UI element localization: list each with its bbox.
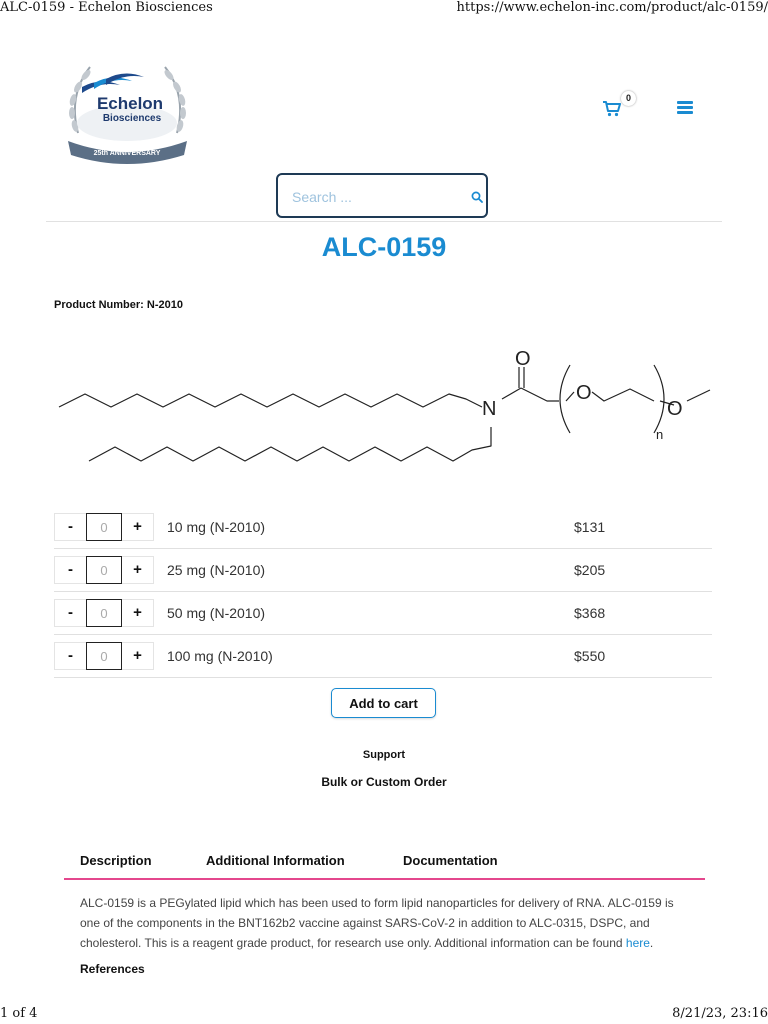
variant-name: 25 mg (N-2010) xyxy=(167,562,266,578)
product-number: Product Number: N-2010 xyxy=(54,299,183,311)
peg-unit-bonds xyxy=(566,392,574,401)
variant-row xyxy=(54,549,712,592)
upper-alkyl-chain xyxy=(59,394,482,407)
add-to-cart-button[interactable]: Add to cart xyxy=(331,688,436,718)
increase-quantity-button[interactable]: + xyxy=(122,556,154,584)
product-description xyxy=(80,893,690,953)
decrease-quantity-button[interactable]: - xyxy=(54,599,86,627)
lower-alkyl-chain xyxy=(89,427,491,461)
support-link[interactable]: Support xyxy=(362,749,406,761)
quantity-input[interactable] xyxy=(86,599,122,627)
svg-text:25th ANNIVERSARY: 25th ANNIVERSARY xyxy=(93,150,161,157)
laurel-wreath-logo-icon xyxy=(60,55,195,165)
variant-name: 10 mg (N-2010) xyxy=(167,519,266,535)
search-box xyxy=(276,173,488,218)
svg-text:Biosciences: Biosciences xyxy=(102,113,162,124)
references-heading: References xyxy=(80,962,145,976)
cart-button[interactable] xyxy=(603,95,637,121)
variant-name: 50 mg (N-2010) xyxy=(167,605,266,621)
decrease-quantity-button[interactable]: - xyxy=(54,556,86,584)
nitrogen-atom: N xyxy=(482,398,497,420)
n-to-carbonyl-bond xyxy=(502,388,521,399)
quantity-input[interactable] xyxy=(86,556,122,584)
variant-price: $205 xyxy=(574,562,606,578)
increase-quantity-button[interactable]: + xyxy=(122,599,154,627)
tab-description[interactable]: Description xyxy=(80,853,152,868)
terminal-oxygen-atom: O xyxy=(667,398,683,420)
decrease-quantity-button[interactable]: - xyxy=(54,642,86,670)
repeat-subscript-n: n xyxy=(656,427,664,442)
increase-quantity-button[interactable]: + xyxy=(122,513,154,541)
variant-list xyxy=(54,506,712,678)
print-timestamp: 8/21/23, 23:16 xyxy=(672,1006,768,1021)
tab-additional-information[interactable]: Additional Information xyxy=(206,853,345,868)
additional-info-link[interactable]: here xyxy=(625,936,650,950)
variant-price: $368 xyxy=(574,605,606,621)
page-title: ALC-0159 xyxy=(321,232,447,262)
shopping-cart-icon xyxy=(603,101,621,117)
print-page-count: 1 of 4 xyxy=(0,1006,38,1021)
search-input[interactable] xyxy=(290,185,464,209)
svg-text:Echelon: Echelon xyxy=(96,94,164,113)
peg-oxygen-atom: O xyxy=(576,382,592,404)
bulk-custom-order-link[interactable]: Bulk or Custom Order xyxy=(321,775,447,789)
hamburger-menu-icon[interactable] xyxy=(677,101,693,115)
peg-linker-bonds xyxy=(521,388,559,401)
header-divider xyxy=(46,221,722,222)
print-footer xyxy=(0,1006,768,1022)
increase-quantity-button[interactable]: + xyxy=(122,642,154,670)
cart-count-badge: 0 xyxy=(621,91,636,106)
quantity-input[interactable] xyxy=(86,642,122,670)
variant-price: $131 xyxy=(574,519,606,535)
variant-name: 100 mg (N-2010) xyxy=(167,648,273,664)
variant-row xyxy=(54,592,712,635)
description-end: . xyxy=(649,936,654,950)
variant-row xyxy=(54,506,712,549)
peg-repeat-bonds xyxy=(592,389,654,401)
echelon-logo[interactable] xyxy=(60,55,195,165)
print-url: https://www.echelon-inc.com/product/alc-0159/ xyxy=(456,0,768,15)
description-text: ALC-0159 is a PEGylated lipid which has been used to form lipid nanoparticles for delivery of RNA. ALC-0159 is one of the components in the BNT162b2 vaccine against SARS-CoV-2 in addition to ALC-0315, DSPC, and cholesterol. This is a reagent grade product, for research use only. Additional information can be found xyxy=(80,896,674,950)
search-icon[interactable] xyxy=(471,191,483,203)
print-page-title: ALC-0159 - Echelon Biosciences xyxy=(0,0,213,15)
print-header xyxy=(0,0,768,16)
quantity-input[interactable] xyxy=(86,513,122,541)
chemical-structure-diagram xyxy=(54,335,719,475)
variant-price: $550 xyxy=(574,648,606,664)
decrease-quantity-button[interactable]: - xyxy=(54,513,86,541)
product-tabs xyxy=(64,850,705,880)
methoxy-bond xyxy=(687,390,710,401)
peg-close-bracket xyxy=(654,365,664,433)
variant-row xyxy=(54,635,712,678)
carbonyl-oxygen-atom: O xyxy=(515,348,531,370)
tab-documentation[interactable]: Documentation xyxy=(403,853,498,868)
